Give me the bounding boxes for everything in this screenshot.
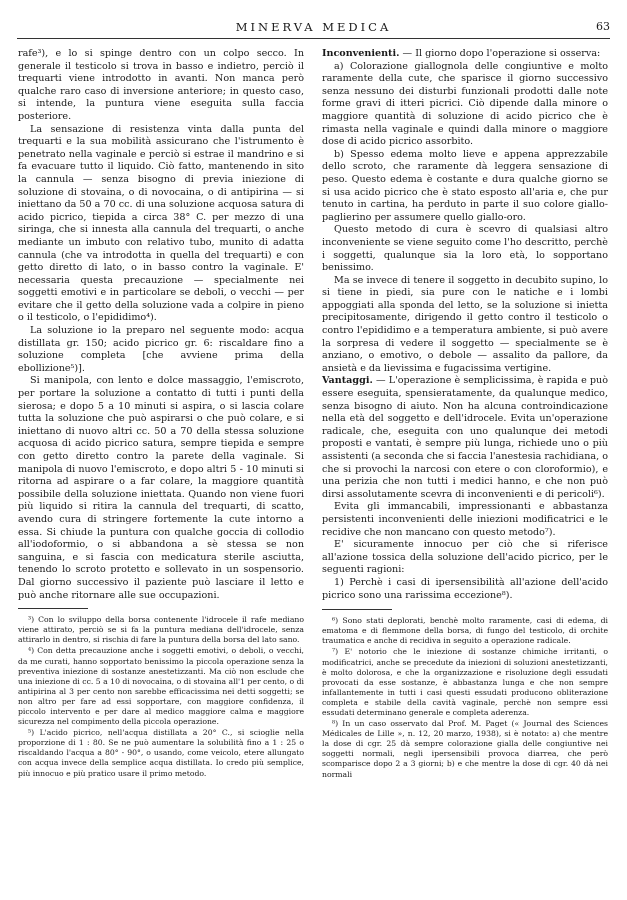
footnote: ³) Con lo sviluppo della borsa contenente l'idrocele il rafe mediano viene attirato, perciò se si fa la puntura mediana dell'idrocele, senza attirarlo in dentro, si rischia di fare la puntura della borsa del lato sano.: [18, 615, 304, 645]
paragraph: Evita gli immancabili, impressionanti e abbastanza persistenti inconvenienti delle iniezioni modificatrici e le recidive che non mancano con questo metodo⁷).: [322, 501, 608, 538]
footnote: ⁷) E' notorio che le iniezione di sostanze chimiche irritanti, o modificatrici, anche se precedute da iniezioni di soluzioni anestetizzanti, è molto dolorosa, e che la organizzazione e risoluzione degli essudati provocati da esse sostanze, è abbastanza lunga e che non sempre infallantemente in tutti i casi questi essudati producono obliterazione completa e stabile della cavità vaginale, perchè non sempre essi essudati determinano generale e completa aderenza.: [322, 647, 608, 717]
footnotes: [322, 616, 608, 780]
paragraph: Si manipola, con lento e dolce massaggio, l'emiscroto, per portare la soluzione a contatto di tutti i punti della sierosa; e dopo 5 a 10 minuti si aspira, o si lascia colare tutta la soluzione che può aspirarsi o che può colare, e si iniettano di nuovo altri cc. 50 a 70 della stessa soluzione acquosa di acido picrico satura, sempre tiepida e sempre con getto diretto contro la parete della vaginale. Si manipola di nuovo l'emiscroto, e dopo altri 5 - 10 minuti si ritorna ad aspirare o a far colare, la maggiore quantità possibile della soluzione iniettata. Quando non viene fuori più liquido si ritira la cannula del trequarti, di scatto, avendo cura di stringere fortemente la cute intorno a essa. Si chiude la puntura con qualche goccia di collodio all'iodoformio, o si abbandona a sè stessa se non sanguina, e si fascia con medicatura sterile asciutta, tenendo lo scroto protetto e sollevato in un sospensorio. Dal giorno successivo il paziente può lasciare il letto e può anche ritornare alle sue occupazioni.: [18, 375, 304, 601]
footnote: ⁶) Sono stati deplorati, benchè molto raramente, casi di edema, di ematoma e di flemmone della borsa, di fungo del testicolo, di orchite traumatica e anche di recidiva in seguito a operazione radicale.: [322, 616, 608, 646]
footnote-separator: [18, 608, 88, 609]
left-column: [18, 48, 304, 780]
page-number: 63: [596, 20, 610, 33]
section-heading: Vantaggi.: [322, 375, 373, 387]
section-vantaggi: [322, 375, 608, 501]
footnotes: [18, 615, 304, 779]
section-text: — Il giorno dopo l'operazione si osserva:: [402, 48, 601, 59]
footnote: ⁸) In un caso osservato dal Prof. M. Paget (« Journal des Sciences Médicales de Lille », n. 12, 20 marzo, 1938), si è notato: a) che mentre la dose di cgr. 25 dà sempre colorazione gialla delle congiuntive nei soggetti normali, negli ipersensibili provoca diarrea, che però scomparisce dopo 2 a 3 giorni; b) e che mentre la dose di cgr. 40 dà nei normali: [322, 719, 608, 779]
paragraph: a) Colorazione giallognola delle congiuntive e molto raramente della cute, che sparisce il giorno successivo senza nessuno dei disturbi funzionali prodotti dalle note forme gravi di itteri picrici. Ciò dipende dalla minore o maggiore quantità di soluzione di acido picrico che è rimasta nella vaginale e quindi dalla minore o maggiore dose di acido picrico assorbito.: [322, 60, 608, 148]
paragraph: La sensazione di resistenza vinta dalla punta del trequarti e la sua mobilità assicurano che l'istrumento è penetrato nella vaginale e perciò si estrae il mandrino e si fa evacuare tutto il liquido. Ciò fatto, mantenendo in sito la cannula — senza bisogno di previa iniezione di soluzione di stovaina, o di novocaina, o di antipirina — si iniettano da 50 a 70 cc. di una soluzione acquosa satura di acido picrico, tiepida a circa 38° C. per mezzo di una siringa, che si innesta alla cannula del trequarti, o anche mediante un imbuto con relativo tubo, munito di adatta cannula (che va introdotta in quella del trequarti) e con getto diretto di lato, o in basso contro la vaginale. E' necessaria questa precauzione — specialmente nei soggetti emotivi e in particolare se deboli, o vecchi — per evitare che il getto della soluzione vada a colpire in pieno o il testicolo, o l'epididimo⁴).: [18, 123, 304, 324]
paragraph: 1) Perchè i casi di ipersensibilità all'azione dell'acido picrico sono una rarissima eccezione⁸).: [322, 576, 608, 601]
section-text: — L'operazione è semplicissima, è rapida e può essere eseguita, spensieratamente, da qualunque medico, senza bisogno di aiuto. Non ha alcuna controindicazione nella età del soggetto e dell'idrocele. Evita un'operazione radicale, che, eseguita con uno qualunque dei metodi proposti e vantati, è sempre più lunga, richiede uno o più assistenti (a seconda che si faccia l'anestesia rachidiana, o che si provochi la narcosi con etere o con cloroformio), e una perizia che non tutti i medici hanno, e che non può dirsi assolutamente scevra di inconvenienti e di pericoli⁶).: [322, 375, 608, 500]
section-heading: Inconvenienti.: [322, 48, 400, 59]
footnote: ⁴) Con detta precauzione anche i soggetti emotivi, o deboli, o vecchi, da me curati, hanno sopportato benissimo la piccola operazione senza la preventiva iniezione di sostanze anestetizzanti. Ma ciò non esclude che una iniezione di cc. 5 a 10 di novocaina, o di stovaina all'1 per cento, o di antipirina al 3 per cento non sarebbe efficacissima nei detti soggetti; se non altro per fare ad essi sopportare, con maggiore confidenza, il piccolo intervento e per dare al medico maggiore calma e maggiore sicurezza nel compimento della piccola operazione.: [18, 646, 304, 727]
paragraph: Ma se invece di tenere il soggetto in decubito supino, lo si tiene in piedi, sia pure con le natiche e i lombi appoggiati alla sponda del letto, se la soluzione si inietta precipitosamente, dirigendo il getto contro il testicolo o contro l'epididimo e a temperatura ambiente, si può avere la sorpresa di vedere il soggetto — specialmente se è anziano, o emotivo, o debole — assalito da pallore, da ansietà e da lievissima e fugacissima vertigine.: [322, 274, 608, 374]
paragraph: rafe³), e lo si spinge dentro con un colpo secco. In generale il testicolo si trova in basso e indietro, perciò il trequarti viene introdotto in avanti. Non manca però qualche raro caso di inversione anteriore; in questo caso, si intende, la puntura viene eseguita sulla faccia posteriore.: [18, 48, 304, 122]
paragraph: E' sicuramente innocuo per ciò che si riferisce all'azione tossica della soluzione dell'acido picrico, per le seguenti ragioni:: [322, 539, 608, 576]
paragraph: Questo metodo di cura è scevro di qualsiasi altro inconveniente se viene seguito come l'ho descritto, perchè i soggetti, qualunque sia la loro età, lo sopportano benissimo.: [322, 224, 608, 274]
footnote: ⁵) L'acido picrico, nell'acqua distillata a 20° C., si scioglie nella proporzione di 1 : 80. Se ne può aumentare la solubilità fino a 1 : 25 o riscaldando l'acqua a 80° - 90°, o usando, come veicolo, etere allungato con acqua invece della semplice acqua distillata. Io credo più semplice, più innocuo e più pratico usare il primo metodo.: [18, 728, 304, 778]
paragraph: b) Spesso edema molto lieve e appena apprezzabile dello scroto, che raramente dà leggera sensazione di peso. Questo edema è costante e dura qualche giorno se si usa acido picrico che è stato esposto all'aria e, che pur tenuto in cartina, ha perduto in parte il suo colore giallo-paglierino per assumere quello giallo-oro.: [322, 148, 608, 223]
journal-title: MINERVA MEDICA: [235, 20, 392, 34]
paragraph: La soluzione io la preparo nel seguente modo: acqua distillata gr. 150; acido picrico gr. 6: riscaldare fino a soluzione completa [che avviene prima della ebollizione⁵)].: [18, 325, 304, 374]
running-header: [17, 20, 610, 39]
footnote-separator: [322, 609, 392, 610]
section-inconvenienti: [322, 48, 608, 61]
right-column: [322, 48, 608, 781]
